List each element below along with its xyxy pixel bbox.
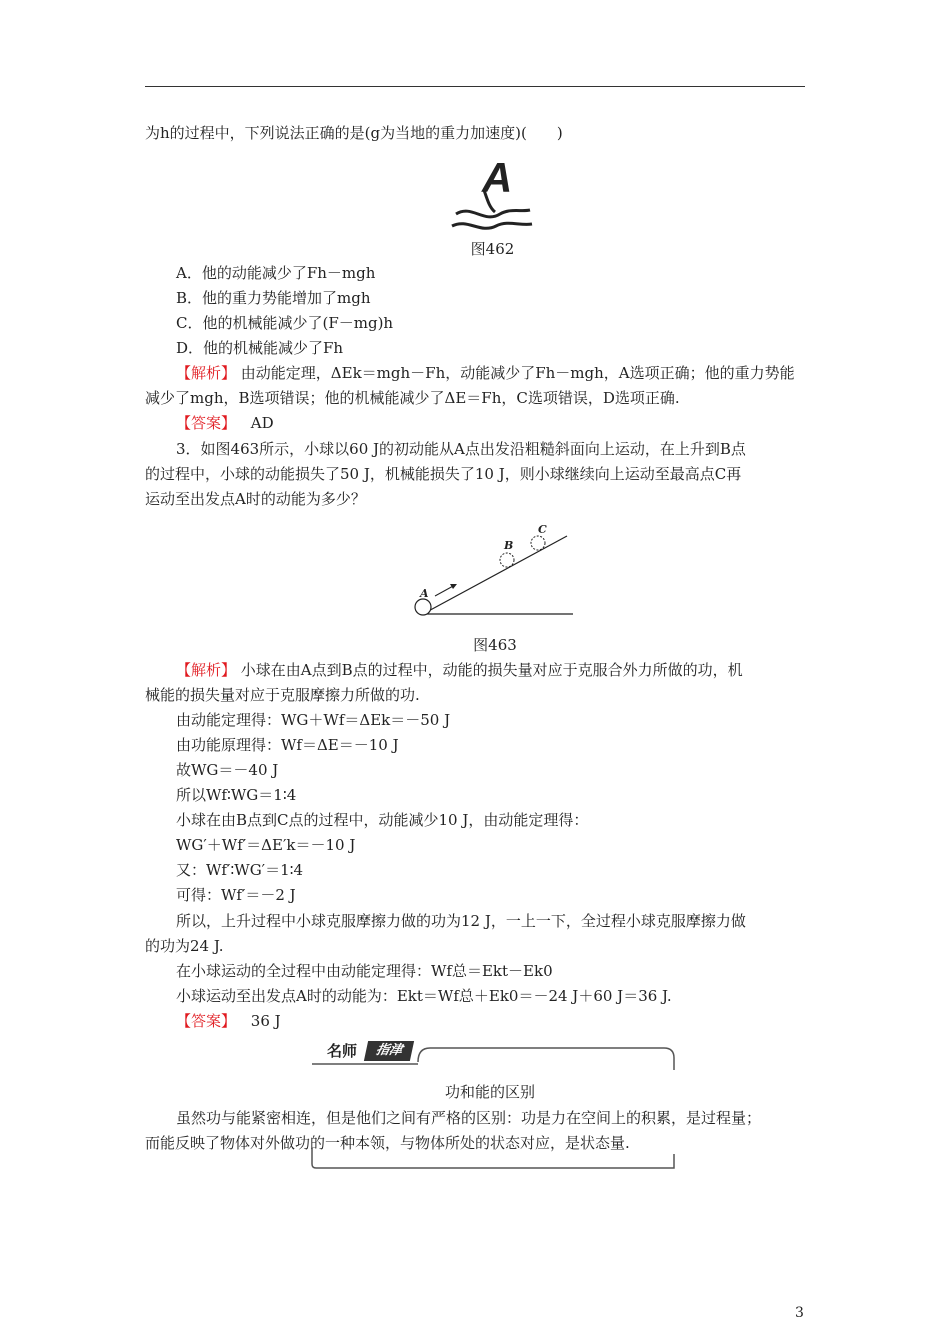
ball-c [531,536,545,550]
q3-line1: 3．如图463所示，小球以60 J的初动能从A点出发沿粗糙斜面向上运动，在上升到B点 [176,440,746,458]
answer-value: 36 J [250,1012,281,1030]
option-d: D．他的机械能减少了Fh [176,339,344,357]
step-2: 由功能原理得：Wf＝ΔE＝－10 J [176,736,399,754]
q3-theorem-line: 在小球运动的全过程中由动能定理得：Wf总＝Ekt－Ek0 [176,962,553,980]
tip-badge-right: 指津 [364,1041,414,1061]
q2-analysis-line1 [176,362,841,384]
q2-answer [176,412,841,434]
answer-label: 【答案】 [176,1012,237,1030]
analysis-text: 由动能定理，ΔEk＝mgh－Fh，动能减少了Fh－mgh，A选项正确；他的重力势能 [240,364,795,382]
q3-line2: 的过程中，小球的动能损失了50 J，机械能损失了10 J，则小球继续向上运动至最高点C再 [145,465,742,483]
answer-value: AD [250,414,274,432]
wave-stroke-lower [452,223,532,228]
q3-total-line2: 的功为24 J. [145,937,224,955]
q3-analysis-line1 [176,659,841,681]
step-8: 可得：Wf′＝－2 J [176,886,296,904]
step-6: WG′＋Wf′＝ΔE′k＝－10 J [176,836,356,854]
label-a: A [420,587,429,600]
option-a: A．他的动能减少了Fh－mgh [176,264,376,282]
figure-462-diagram [450,146,540,236]
step-4: 所以Wf∶WG＝1∶4 [176,786,297,804]
tip-title: 功和能的区别 [444,1083,535,1101]
option-b: B．他的重力势能增加了mgh [176,289,371,307]
q2-analysis-line2: 减少了mgh，B选项错误；他的机械能减少了ΔE＝Fh，C选项错误，D选项正确. [145,389,680,407]
option-c: C．他的机械能减少了(F－mg)h [176,314,394,332]
figure-463-diagram [405,518,580,620]
header-rule [145,86,805,87]
q3-answer [176,1010,841,1032]
analysis-label: 【解析】 [176,364,237,382]
q3-result-line: 小球运动至出发点A时的动能为：Ekt＝Wf总＋Ek0＝－24 J＋60 J＝36 J. [176,987,672,1005]
ball-b [500,553,514,567]
step-7: 又：Wf′∶WG′＝1∶4 [176,861,304,879]
analysis-label: 【解析】 [176,661,237,679]
label-b: B [504,539,514,552]
page-number: 3 [795,1305,804,1321]
question-intro: 为h的过程中，下列说法正确的是(g为当地的重力加速度)( ) [145,124,563,142]
answer-label: 【答案】 [176,414,237,432]
step-3: 故WG＝－40 J [176,761,279,779]
q3-total-line1: 所以，上升过程中小球克服摩擦力做的功为12 J，一上一下，全过程小球克服摩擦力做 [176,912,746,930]
tip-line1: 虽然功与能紧密相连，但是他们之间有严格的区别：功是力在空间上的积累，是过程量； [176,1109,762,1127]
tip-line2: 而能反映了物体对外做功的一种本领，与物体所处的状态对应，是状态量. [145,1134,630,1152]
figure-462-caption: 图462 [470,240,515,258]
figure-462-letter: A [482,154,513,201]
tip-badge-left: 名师 [318,1040,366,1062]
figure-463-caption: 图463 [473,636,517,654]
analysis-text: 小球在由A点到B点的过程中，动能的损失量对应于克服合外力所做的功，机 [240,661,743,679]
q3-line3: 运动至出发点A时的动能为多少？ [145,490,366,508]
label-c: C [538,523,547,536]
step-5: 小球在由B点到C点的过程中，动能减少10 J，由动能定理得： [176,811,589,829]
q3-analysis-line2: 械能的损失量对应于克服摩擦力所做的功. [145,686,420,704]
step-1: 由动能定理得：WG＋Wf＝ΔEk＝－50 J [176,711,451,729]
ball-a [415,599,431,615]
incline-line [423,536,567,614]
velocity-arrow-head [450,584,457,589]
